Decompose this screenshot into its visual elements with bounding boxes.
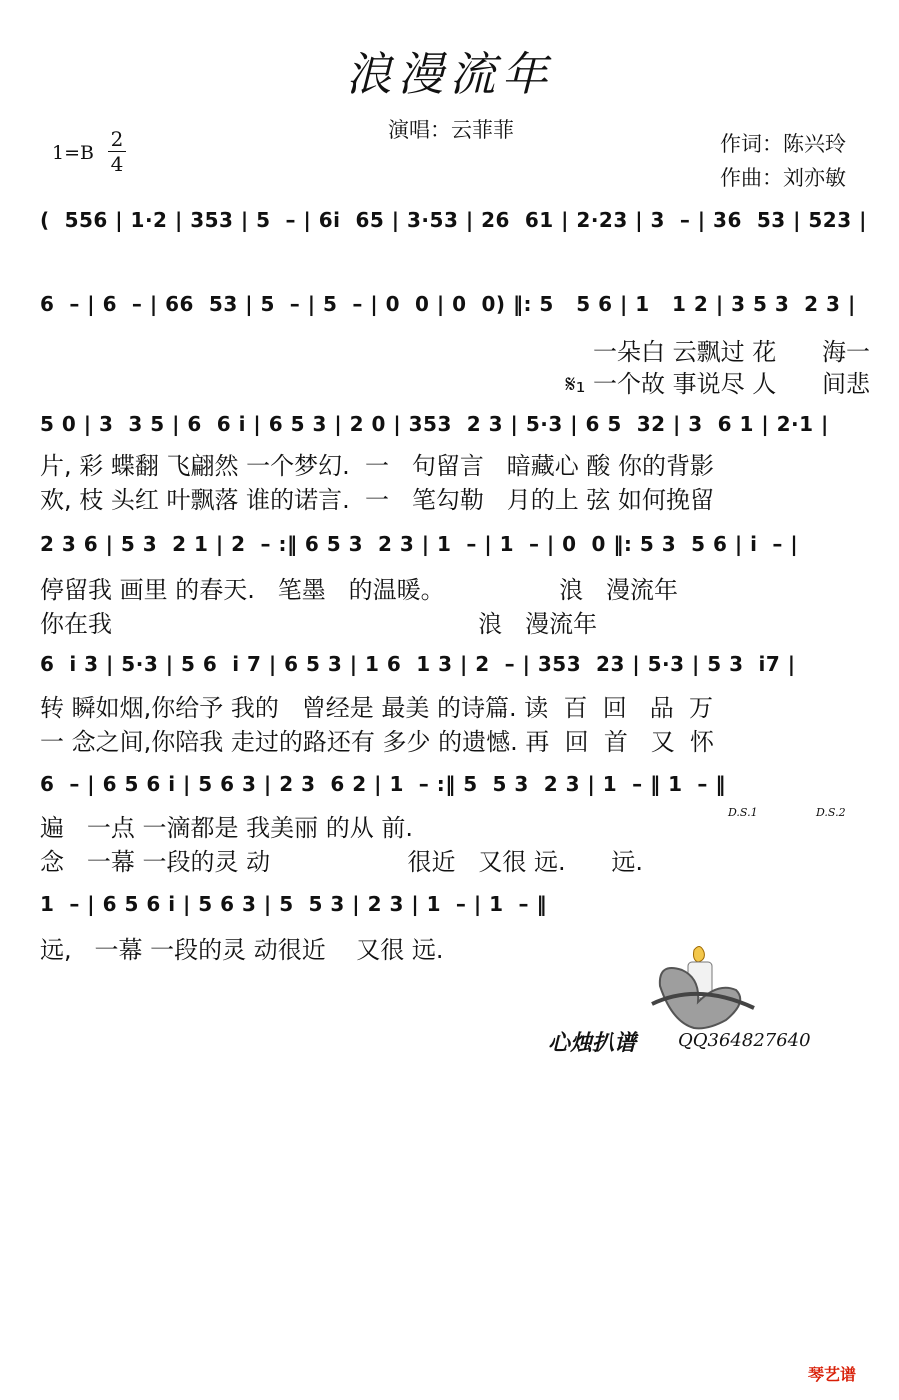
lyric-line-5a: 转 瞬如烟,你给予 我的 曾经是 最美 的诗篇. 读 百 回 品 万 (40, 694, 713, 722)
ds1-mark: D.S.1 (728, 806, 758, 819)
notation-line-4: 2 3 6 | 5 3 2 1 | 2 – :‖ 6 5 3 2 3 | 1 – | 1 – | 0 0 ‖: 5 3 5 6 | i – | (40, 532, 799, 556)
lyric-line-3b: 欢, 枝 头红 叶飘落 谁的诺言. 一 笔勾勒 月的上 弦 如何挽留 (40, 486, 715, 514)
transcriber-qq: QQ364827640 (678, 1030, 811, 1051)
notation-line-2: 6 – | 6 – | 66 53 | 5 – | 5 – | 0 0 | 0 0) ‖: 5 5 6 | 1 1 2 | 3 5 3 2 3 | (40, 292, 856, 316)
notation-line-7: 1 – | 6 5 6 i | 5 6 3 | 5 5 3 | 2 3 | 1 – | 1 – ‖ (40, 892, 547, 916)
page-title: 浪漫流年 (345, 47, 554, 101)
candle-heart-logo (648, 942, 758, 1032)
transcriber-signature: 心烛扒谱 (548, 1030, 637, 1056)
lyric-line-5b: 一 念之间,你陪我 走过的路还有 多少 的遗憾. 再 回 首 又 怀 (40, 728, 715, 756)
lyric-line-3a: 片, 彩 蝶翻 飞翩然 一个梦幻. 一 句留言 暗藏心 酸 你的背影 (40, 452, 715, 480)
notation-line-6: 6 – | 6 5 6 i | 5 6 3 | 2 3 6 2 | 1 – :‖ 5 5 3 2 3 | 1 – ‖ 1 – ‖ (40, 772, 726, 796)
lyric-line-6a: 遍 一点 一滴都是 我美丽 的从 前. (40, 814, 414, 842)
singer-credit: 演唱：云菲菲 (388, 118, 514, 142)
time-signature-bottom: 4 (110, 152, 124, 176)
lyric-line-2b: 𝄋₁ 一个故 事说尽 人 间悲 (565, 370, 870, 398)
lyric-line-6b: 念 一幕 一段的灵 动 很近 又很 远. 远. (40, 848, 644, 876)
lyric-line-2a: 一朵白 云飘过 花 海一 (592, 338, 870, 366)
lyric-line-4a: 停留我 画里 的春天. 笔墨 的温暖。 浪 漫流年 (40, 576, 678, 604)
time-signature (108, 128, 126, 175)
composer-credit: 作曲：刘亦敏 (720, 166, 846, 190)
key-signature: 1=B (52, 142, 94, 164)
notation-line-1: ( 556 | 1·2 | 353 | 5 – | 6i 65 | 3·53 | 26 61 | 2·23 | 3 – | 36 53 | 523 | (40, 208, 867, 232)
lyric-line-4b: 你在我 浪 漫流年 (40, 610, 598, 638)
lyricist-credit: 作词：陈兴玲 (720, 132, 846, 156)
notation-line-5: 6 i 3 | 5·3 | 5 6 i 7 | 6 5 3 | 1 6 1 3 | 2 – | 353 23 | 5·3 | 5 3 i7 | (40, 652, 796, 676)
site-brand: 琴艺谱 (808, 1365, 857, 1384)
notation-line-3: 5 0 | 3 3 5 | 6 6 i | 6 5 3 | 2 0 | 353 2 3 | 5·3 | 6 5 32 | 3 6 1 | 2·1 | (40, 412, 829, 436)
time-signature-top: 2 (110, 127, 124, 151)
lyric-line-7a: 远, 一幕 一段的灵 动很近 又很 远. (40, 936, 444, 964)
ds2-mark: D.S.2 (816, 806, 846, 819)
